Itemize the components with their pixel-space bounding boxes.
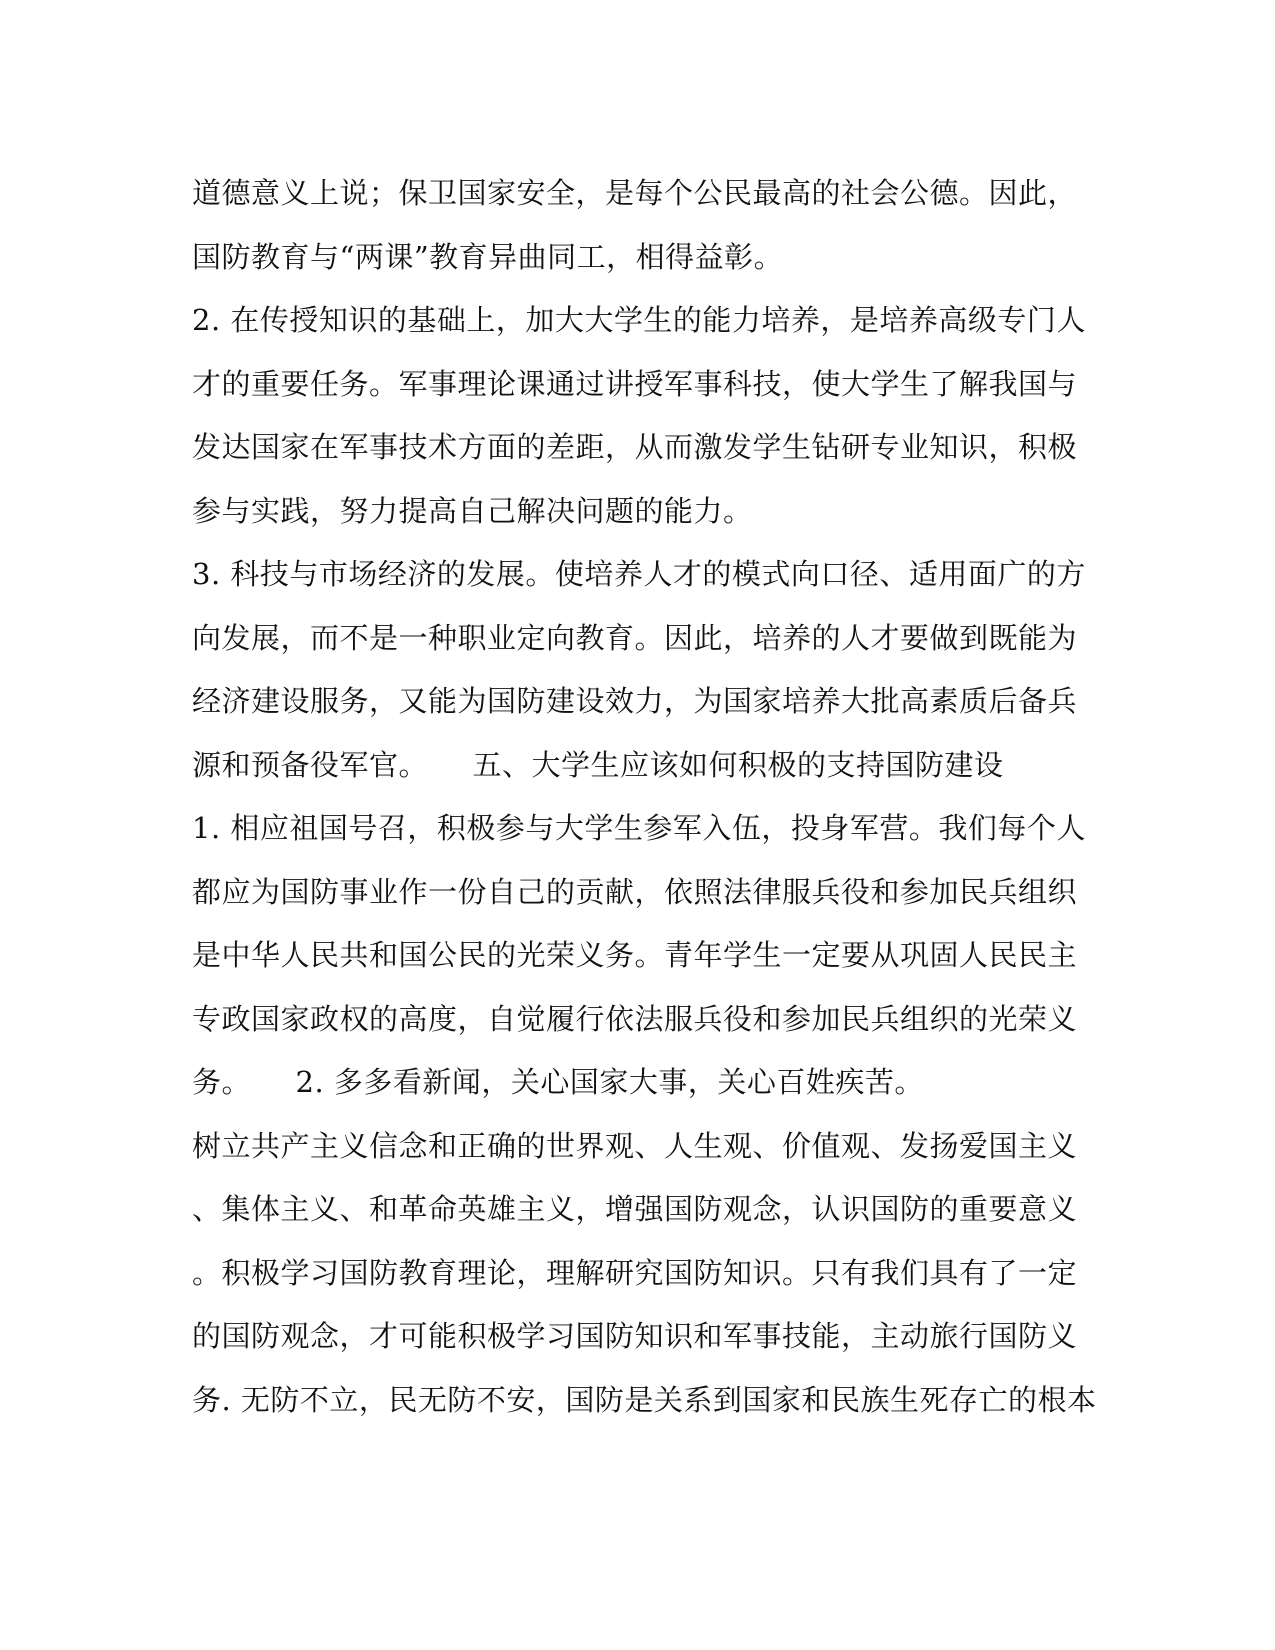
text-line: 1. 相应祖国号召，积极参与大学生参军入伍，投身军营。我们每个人 [192, 811, 1086, 845]
text-line: 的国防观念，才可能积极学习国防知识和军事技能，主动旅行国防义 [192, 1319, 1078, 1353]
text-line: 发达国家在军事技术方面的差距，从而激发学生钻研专业知识，积极 [192, 430, 1078, 464]
text-line: 2. 在传授知识的基础上，加大大学生的能力培养，是培养高级专门人 [192, 303, 1086, 337]
text-line: 专政国家政权的高度，自觉履行依法服兵役和参加民兵组织的光荣义 [192, 1001, 1078, 1036]
text-line: 国防教育与“两课”教育异曲同工，相得益彰。 [192, 239, 784, 274]
text-line: 、集体主义、和革命英雄主义，增强国防观念，认识国防的重要意义 [192, 1192, 1078, 1226]
text-line: 3. 科技与市场经济的发展。使培养人才的模式向口径、适用面广的方 [192, 557, 1086, 591]
text-line: 向发展，而不是一种职业定向教育。因此，培养的人才要做到既能为 [192, 620, 1078, 655]
text-line: 树立共产主义信念和正确的世界观、人生观、价值观、发扬爱国主义 [192, 1128, 1078, 1163]
text-line: 经济建设服务，又能为国防建设效力，为国家培养大批高素质后备兵 [192, 684, 1078, 718]
text-line: 。积极学习国防教育理论，理解研究国防知识。只有我们具有了一定 [192, 1255, 1078, 1290]
text-line: 才的重要任务。军事理论课通过讲授军事科技，使大学生了解我国与 [192, 366, 1078, 401]
text-line: 源和预备役军官。 五、大学生应该如何积极的支持国防建设 [192, 747, 1004, 782]
text-line: 参与实践，努力提高自己解决问题的能力。 [192, 493, 753, 528]
body-text [192, 162, 1097, 1432]
text-line: 务。 2. 多多看新闻，关心国家大事，关心百姓疾苦。 [192, 1065, 924, 1099]
text-line: 是中华人民共和国公民的光荣义务。青年学生一定要从巩固人民民主 [192, 938, 1078, 972]
text-line: 都应为国防事业作一份自己的贡献，依照法律服兵役和参加民兵组织 [192, 874, 1078, 909]
text-line: 务. 无防不立，民无防不安，国防是关系到国家和民族生死存亡的根本 [192, 1382, 1097, 1417]
text-line: 道德意义上说；保卫国家安全，是每个公民最高的社会公德。因此， [192, 176, 1078, 210]
